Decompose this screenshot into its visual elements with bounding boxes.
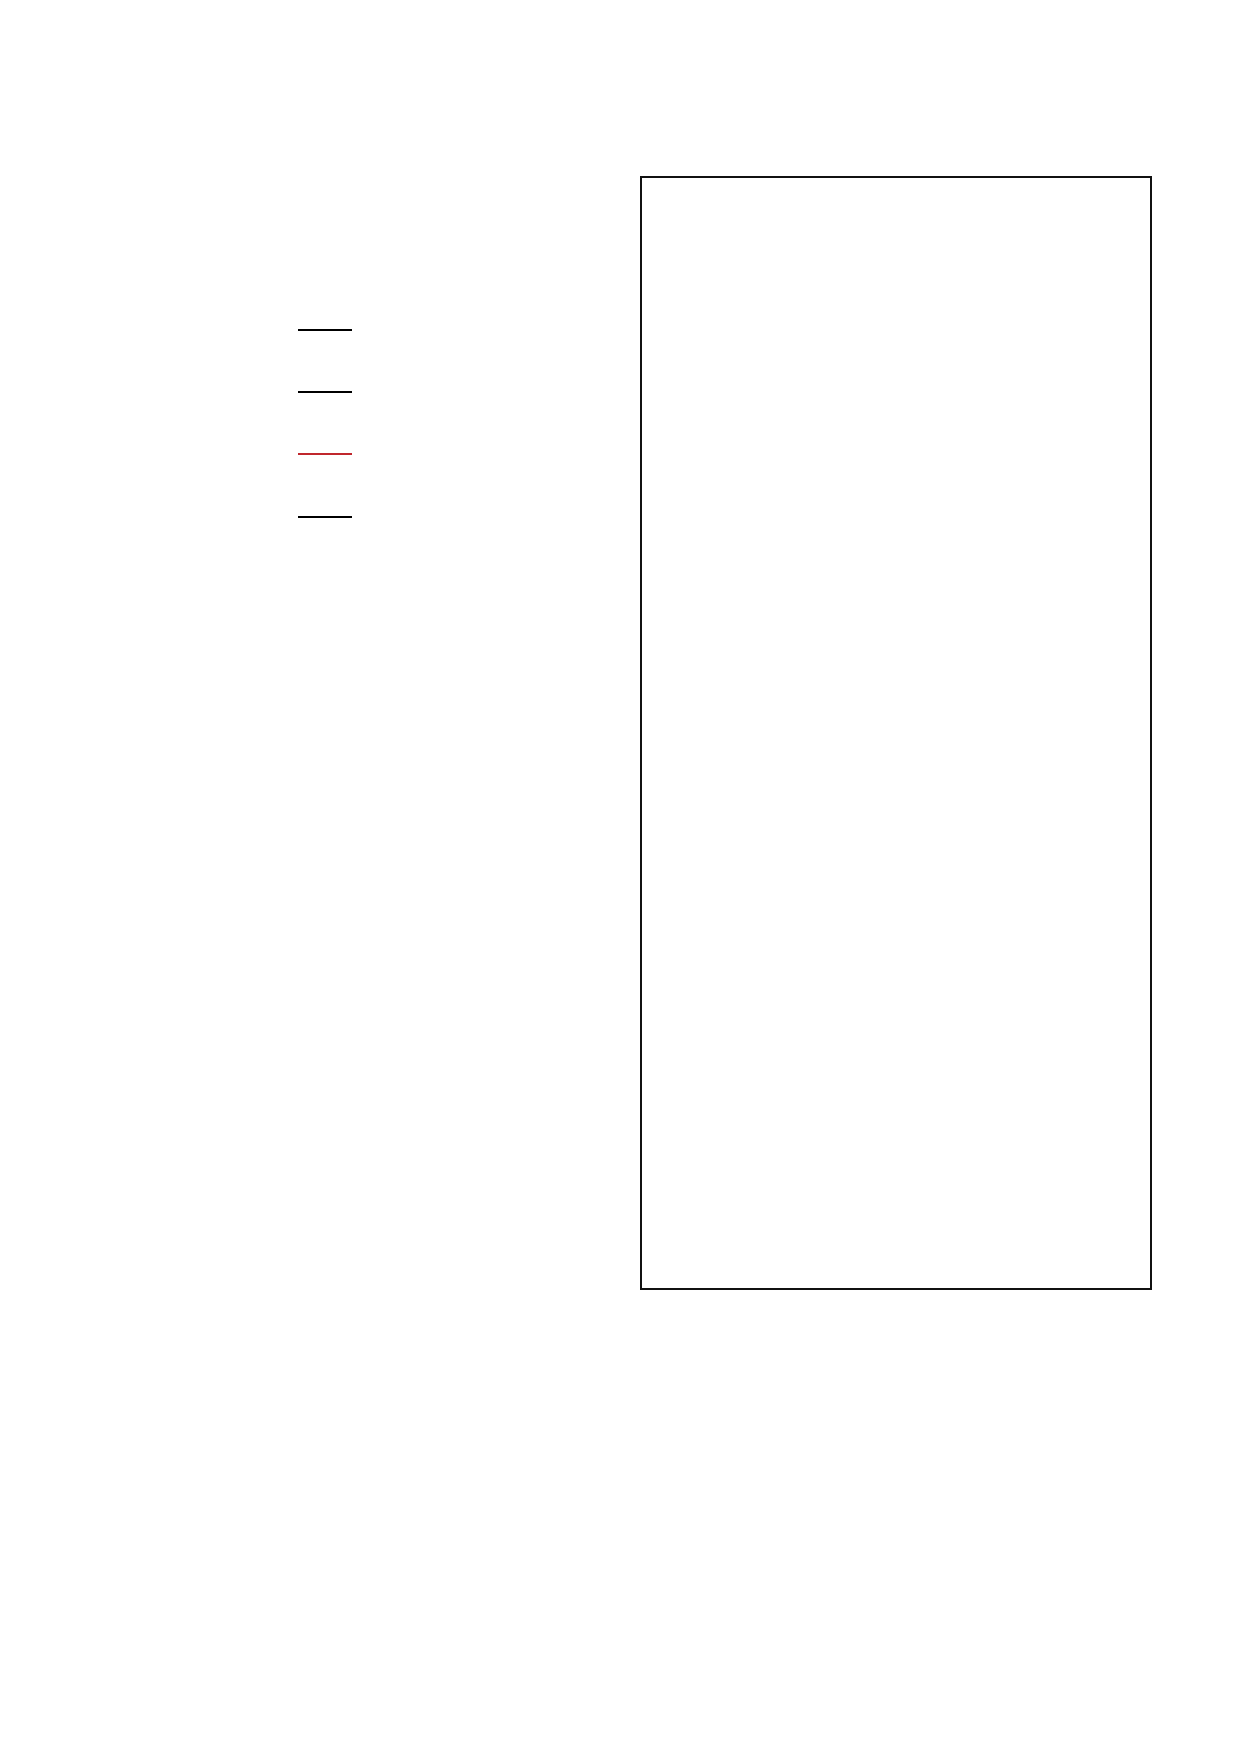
text-box — [640, 176, 1152, 1290]
line-chart-top — [0, 0, 620, 700]
legend-swatch — [298, 391, 352, 393]
legend-swatch — [298, 329, 352, 331]
legend-item-nuevos-edificios — [298, 318, 618, 348]
legend-swatch — [298, 453, 352, 455]
legend-item-poblacion-global — [298, 380, 618, 410]
legend-swatch — [298, 516, 352, 518]
legend-item-consumo-energia — [298, 442, 618, 472]
legend-item-emisiones-co2 — [298, 505, 618, 535]
